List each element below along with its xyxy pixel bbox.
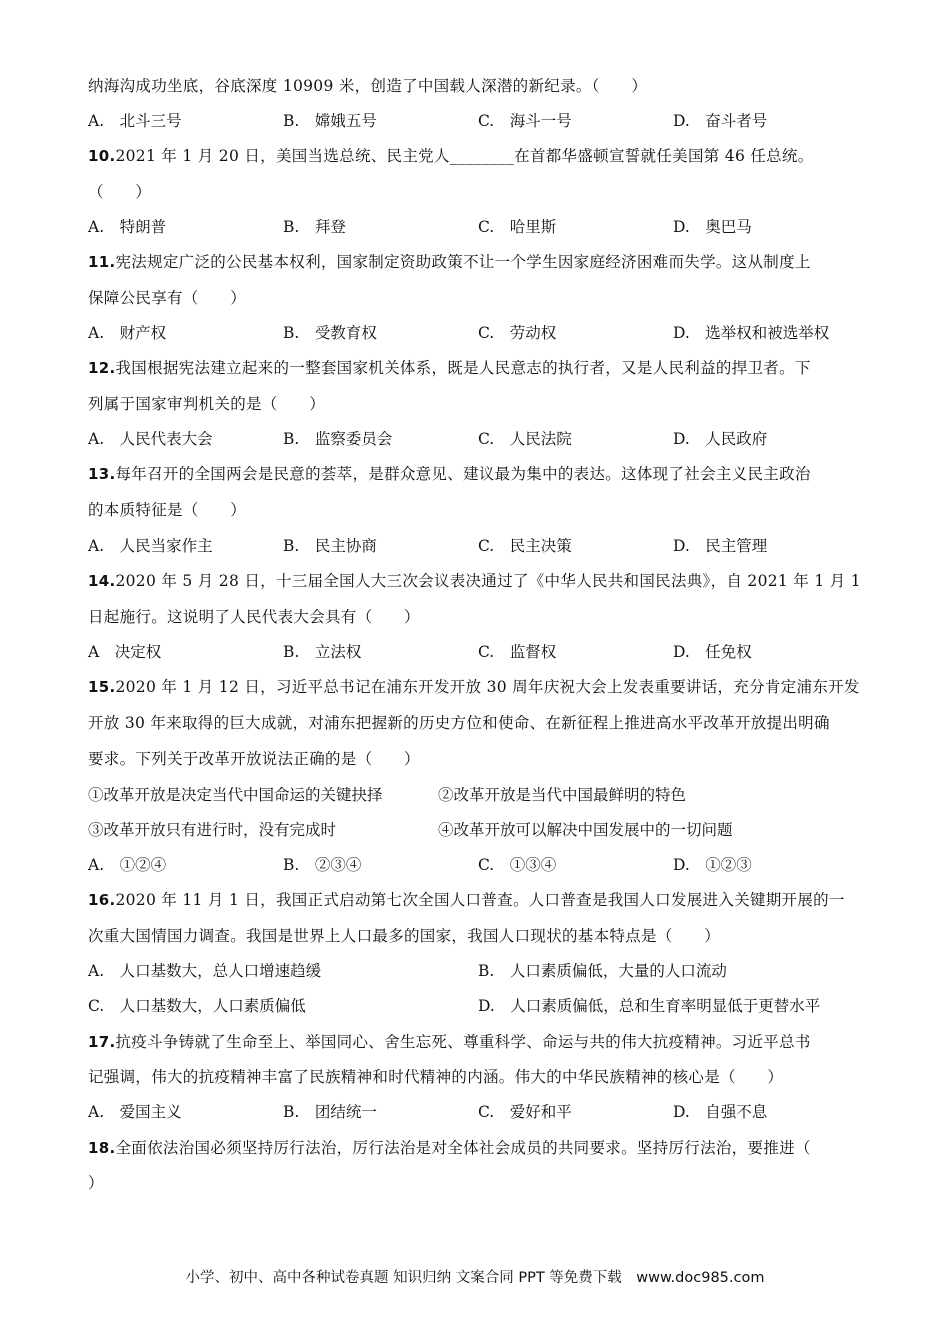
q15-item-1: ①改革开放是决定当代中国命运的关键抉择 — [88, 786, 383, 804]
q18-number: 18. — [88, 1139, 116, 1157]
q17-stem-cont: 记强调，伟大的抗疫精神丰富了民族精神和时代精神的内涵。伟大的中华民族精神的核心是（ ） — [88, 1068, 784, 1086]
q15-stem-cont-1: 开放 30 年来取得的巨大成就，对浦东把握新的历史方位和使命、在新征程上推进高水平改革开放提出明确 — [88, 714, 830, 732]
q18-text: 全面依法治国必须坚持厉行法治，厉行法治是对全体社会成员的共同要求。坚持厉行法治，要推进（ — [115, 1139, 811, 1157]
q16-stem — [88, 889, 868, 911]
q11-stem — [88, 251, 868, 273]
q11-number: 11. — [88, 253, 116, 271]
q12-option-d: D. 人民政府 — [673, 430, 768, 448]
q10-text: 2021 年 1 月 20 日，美国当选总统、民主党人________在首都华盛顿宣誓就任美国第 46 任总统。 — [115, 147, 814, 165]
q11-stem-cont: 保障公民享有（ ） — [88, 289, 247, 307]
q16-number: 16. — [88, 891, 116, 909]
q15-number: 15. — [88, 678, 116, 696]
q17-option-b: B. 团结统一 — [283, 1103, 377, 1121]
q10-stem — [88, 145, 868, 167]
page-footer: 小学、初中、高中各种试卷真题 知识归纳 文案合同 PPT 等免费下载 www.doc985.com — [185, 1270, 765, 1286]
q11-option-d: D. 选举权和被选举权 — [673, 324, 830, 342]
q14-number: 14. — [88, 572, 116, 590]
q12-number: 12. — [88, 359, 116, 377]
q16-option-c: C. 人口基数大，人口素质偏低 — [88, 997, 306, 1015]
q11-option-b: B. 受教育权 — [283, 324, 377, 342]
q16-options-row-1 — [88, 960, 878, 982]
q16-text: 2020 年 11 月 1 日，我国正式启动第七次全国人口普查。人口普查是我国人口发展进入关键期开展的一 — [115, 891, 845, 909]
q17-stem — [88, 1031, 868, 1053]
q14-option-c: C. 监督权 — [478, 643, 557, 661]
q17-option-a: A. 爱国主义 — [88, 1103, 182, 1121]
q15-items-row-1 — [88, 784, 878, 806]
q17-number: 17. — [88, 1033, 116, 1051]
q18-stem-cont: ） — [88, 1174, 104, 1192]
q10-options — [88, 216, 878, 238]
q17-option-c: C. 爱好和平 — [478, 1103, 572, 1121]
q12-options — [88, 428, 878, 450]
q17-text: 抗疫斗争铸就了生命至上、举国同心、舍生忘死、尊重科学、命运与共的伟大抗疫精神。习近平总书 — [115, 1033, 811, 1051]
q12-stem-cont: 列属于国家审判机关的是（ ） — [88, 395, 326, 413]
q12-option-c: C. 人民法院 — [478, 430, 572, 448]
q13-text: 每年召开的全国两会是民意的荟萃，是群众意见、建议最为集中的表达。这体现了社会主义民主政治 — [115, 465, 811, 483]
q11-option-c: C. 劳动权 — [478, 324, 557, 342]
q15-option-d: D. ①②③ — [673, 856, 752, 874]
q16-option-b: B. 人口素质偏低，大量的人口流动 — [478, 962, 727, 980]
q13-stem — [88, 463, 868, 485]
q16-stem-cont: 次重大国情国力调查。我国是世界上人口最多的国家，我国人口现状的基本特点是（ ） — [88, 927, 721, 945]
q9-option-a: A. 北斗三号 — [88, 112, 182, 130]
q15-option-a: A. ①②④ — [88, 856, 167, 874]
q17-options — [88, 1101, 878, 1123]
q9-option-c: C. 海斗一号 — [478, 112, 572, 130]
q11-options — [88, 322, 878, 344]
q13-stem-cont: 的本质特征是（ ） — [88, 501, 247, 519]
q16-option-d: D. 人口素质偏低，总和生育率明显低于更替水平 — [478, 997, 821, 1015]
q15-item-4: ④改革开放可以解决中国发展中的一切问题 — [438, 821, 733, 839]
q14-stem-cont: 日起施行。这说明了人民代表大会具有（ ） — [88, 608, 420, 626]
q15-option-c: C. ①③④ — [478, 856, 557, 874]
q16-option-a: A. 人口基数大，总人口增速趋缓 — [88, 962, 322, 980]
q10-option-b: B. 拜登 — [283, 218, 346, 236]
q14-text: 2020 年 5 月 28 日，十三届全国人大三次会议表决通过了《中华人民共和国民法典》，自 2021 年 1 月 1 — [115, 572, 861, 590]
q15-option-b: B. ②③④ — [283, 856, 362, 874]
q14-option-a: A 决定权 — [88, 643, 162, 661]
q17-option-d: D. 自强不息 — [673, 1103, 768, 1121]
q15-stem — [88, 676, 868, 698]
q15-text: 2020 年 1 月 12 日，习近平总书记在浦东开发开放 30 周年庆祝大会上发表重要讲话，充分肯定浦东开发 — [115, 678, 860, 696]
q15-item-2: ②改革开放是当代中国最鲜明的特色 — [438, 786, 687, 804]
q13-options — [88, 535, 878, 557]
q10-option-a: A. 特朗普 — [88, 218, 167, 236]
q15-item-3: ③改革开放只有进行时，没有完成时 — [88, 821, 337, 839]
q9-options — [88, 110, 878, 132]
q15-stem-cont-2: 要求。下列关于改革开放说法正确的是（ ） — [88, 750, 420, 768]
q9-continuation: 纳海沟成功坐底，谷底深度 10909 米，创造了中国载人深潜的新纪录。（ ） — [88, 77, 648, 95]
q18-stem — [88, 1137, 868, 1159]
q16-options-row-2 — [88, 995, 878, 1017]
q13-option-d: D. 民主管理 — [673, 537, 768, 555]
q10-option-c: C. 哈里斯 — [478, 218, 557, 236]
q10-option-d: D. 奥巴马 — [673, 218, 752, 236]
q9-option-d: D. 奋斗者号 — [673, 112, 768, 130]
q9-option-b: B. 嫦娥五号 — [283, 112, 377, 130]
q13-number: 13. — [88, 465, 116, 483]
q13-option-c: C. 民主决策 — [478, 537, 572, 555]
q12-option-a: A. 人民代表大会 — [88, 430, 213, 448]
q11-text: 宪法规定广泛的公民基本权利，国家制定资助政策不让一个学生因家庭经济困难而失学。这从制度上 — [115, 253, 811, 271]
q14-option-b: B. 立法权 — [283, 643, 362, 661]
q15-options — [88, 854, 878, 876]
q12-stem — [88, 357, 868, 379]
q12-option-b: B. 监察委员会 — [283, 430, 393, 448]
q10-stem-cont: （ ） — [88, 183, 152, 201]
q14-option-d: D. 任免权 — [673, 643, 752, 661]
q15-items-row-2 — [88, 819, 878, 841]
q13-option-b: B. 民主协商 — [283, 537, 377, 555]
q12-text: 我国根据宪法建立起来的一整套国家机关体系，既是人民意志的执行者，又是人民利益的捍卫者。下 — [115, 359, 811, 377]
q11-option-a: A. 财产权 — [88, 324, 167, 342]
q10-number: 10. — [88, 147, 116, 165]
q14-stem — [88, 570, 868, 592]
q14-options — [88, 641, 878, 663]
q13-option-a: A. 人民当家作主 — [88, 537, 213, 555]
